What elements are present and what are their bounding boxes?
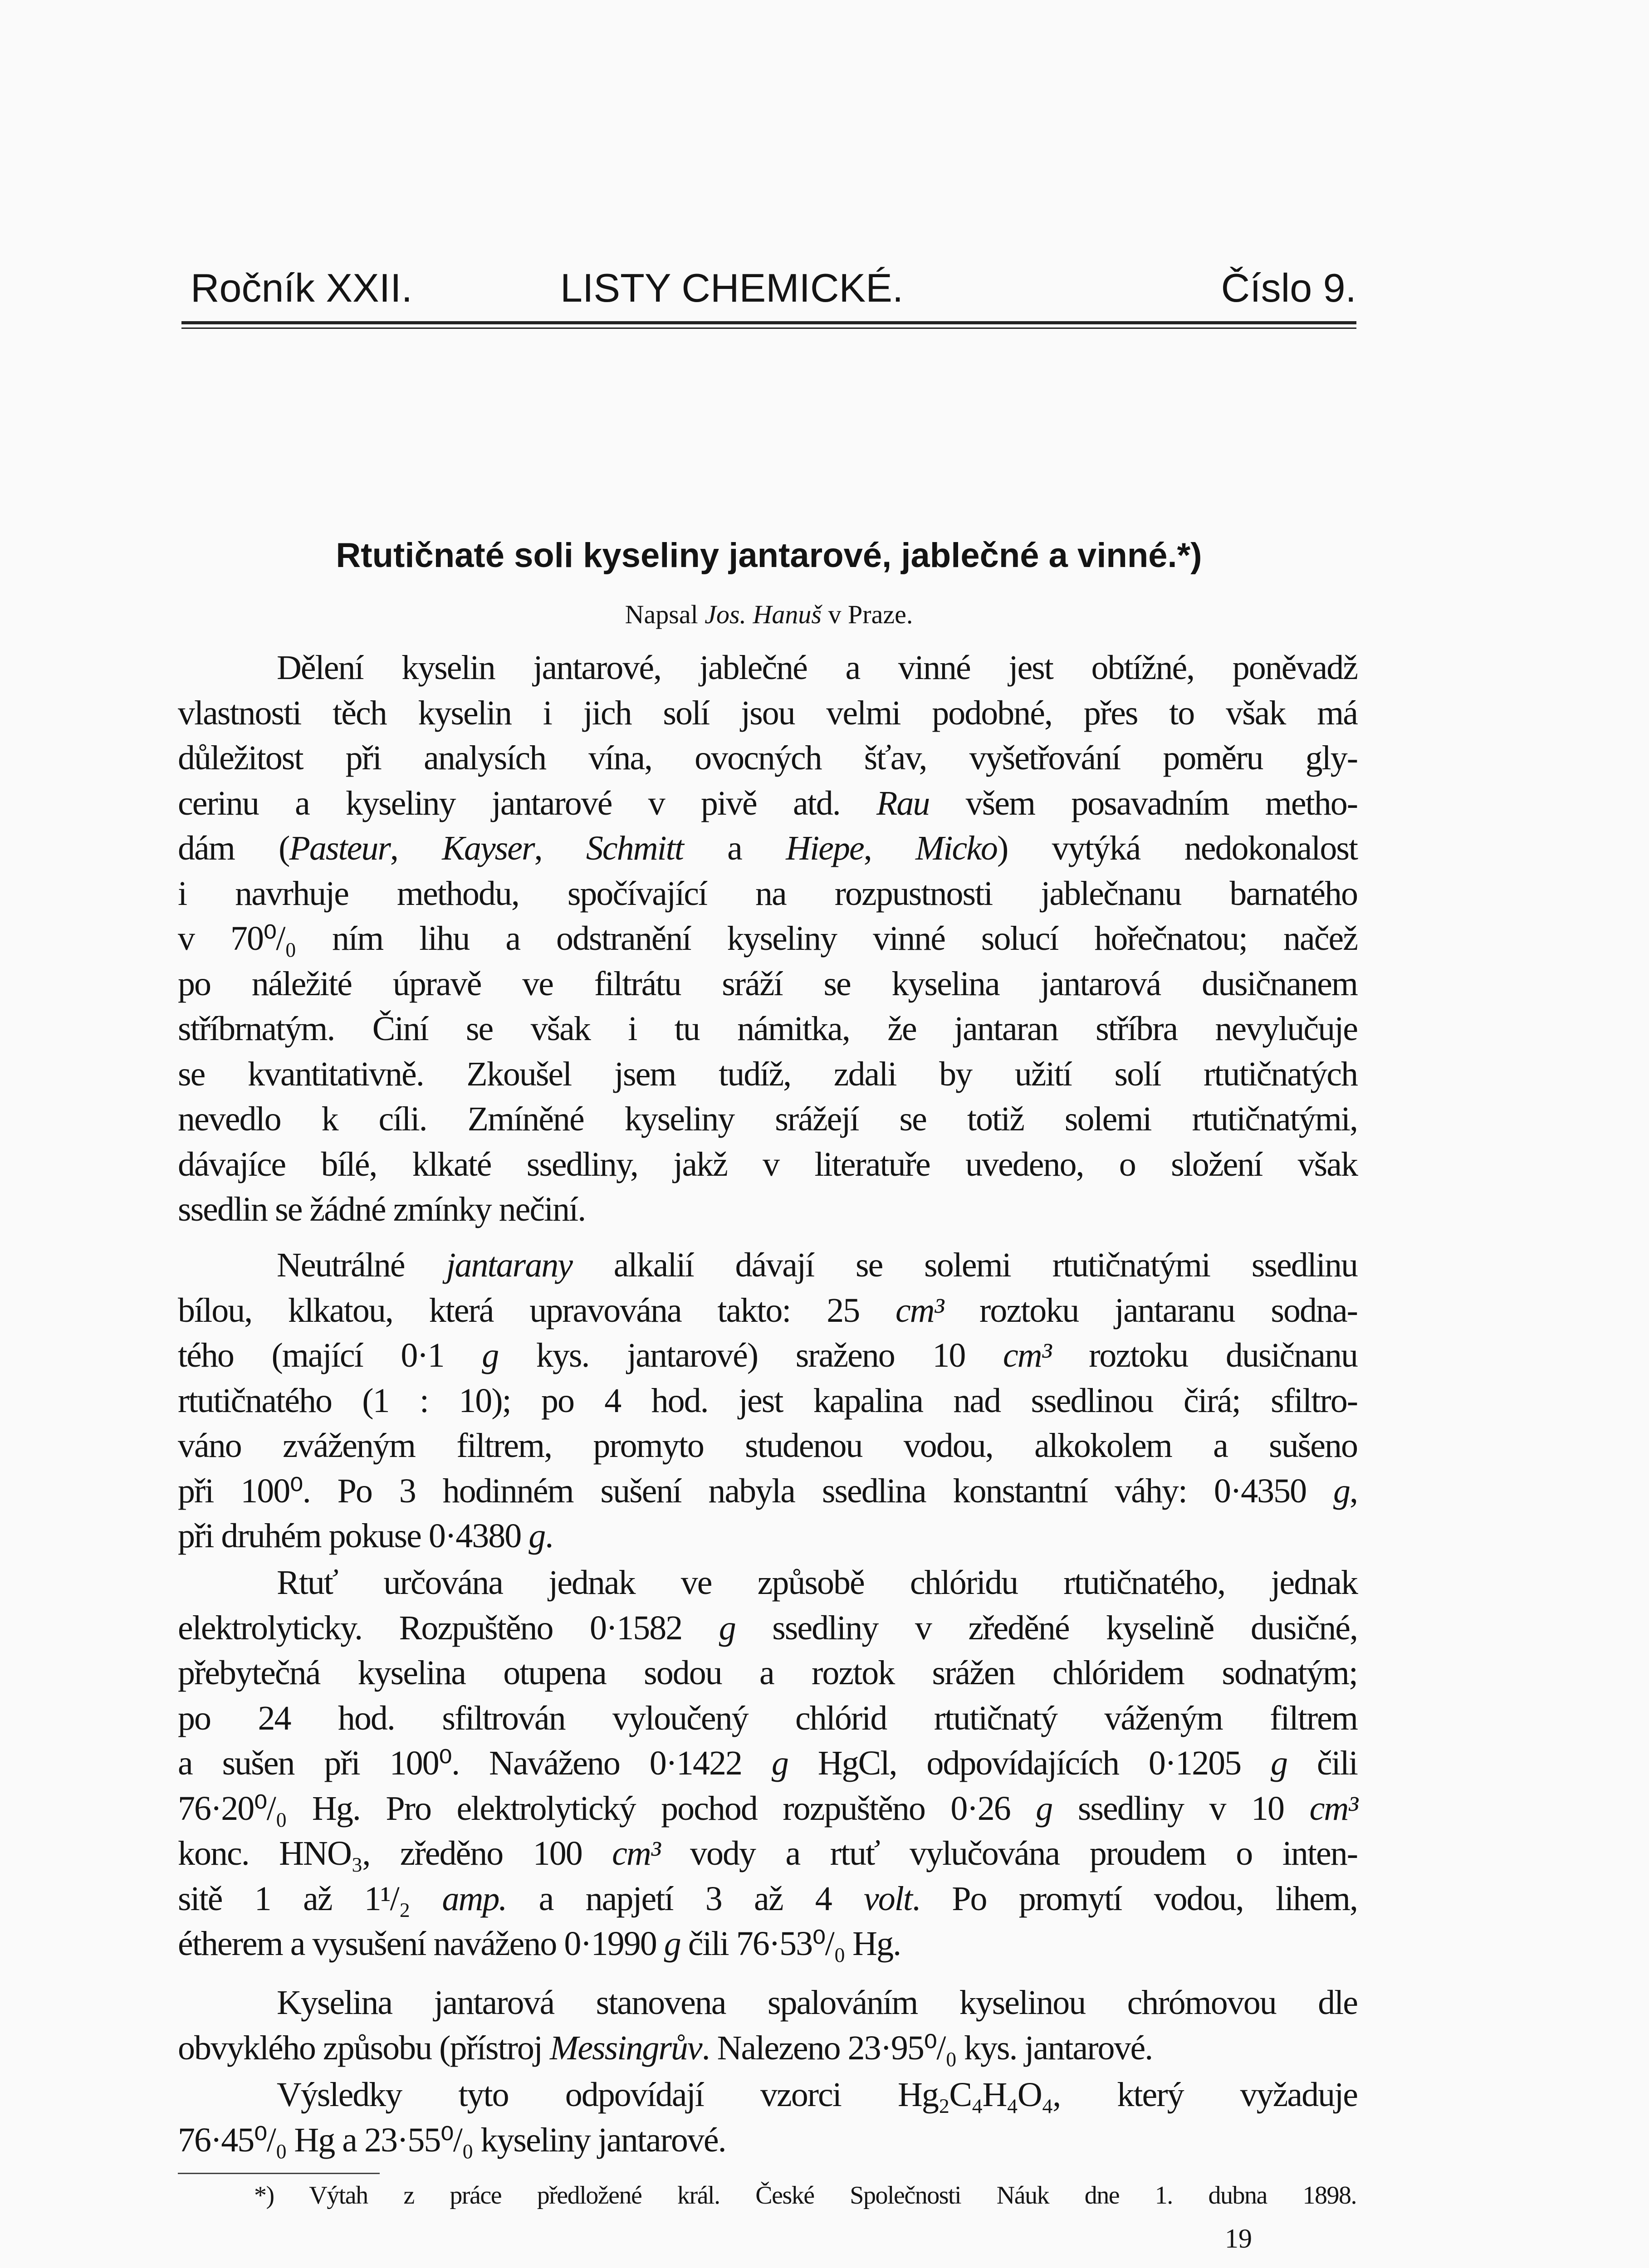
byline-prefix: Napsal — [625, 600, 698, 629]
text-line — [178, 1980, 1357, 2026]
text-segment: . Po promytí vodou, lihem, — [911, 1879, 1357, 1918]
text-line-content: ssedlin se žádné zmínky nečiní. — [178, 1190, 586, 1228]
text-segment: a — [683, 829, 786, 867]
text-segment: dám ( — [178, 829, 289, 867]
paragraph — [178, 1560, 1357, 1967]
text-segment: bílou, klkatou, která upravována takto: 25 — [178, 1291, 895, 1330]
text-line-content: dávajíce bílé, klkaté ssedliny, jakž v literatuře uvedeno, o složení však — [178, 1145, 1357, 1183]
text-segment: kys. jantarové) sraženo 10 — [498, 1336, 1003, 1374]
text-line-content — [178, 1514, 1357, 1559]
text-line-content — [178, 2026, 1357, 2071]
text-line — [178, 1243, 1357, 1288]
text-segment: alkalií dávají se solemi rtutičnatými ssedlinu — [572, 1246, 1357, 1284]
italic-text: g — [719, 1608, 735, 1647]
text-line-content: váno zváženým filtrem, promyto studenou vodou, alkokolem a sušeno — [178, 1427, 1357, 1465]
text-segment: , — [390, 829, 442, 867]
italic-text: cm³ — [895, 1291, 944, 1330]
text-line — [178, 2026, 1357, 2071]
text-segment: roztoku dusičnanu — [1051, 1336, 1358, 1374]
text-line — [178, 1696, 1357, 1741]
footnote-text: *) Výtah z práce předložené král. České Společnosti Náuk dne 1. dubna 1898. — [254, 2181, 1356, 2209]
text-segment: ssedliny v zředěné kyselině dusičné, — [735, 1608, 1358, 1647]
text-line — [178, 1514, 1357, 1559]
text-line-content: 76·45⁰/₀ Hg a 23·55⁰/₀ kyseliny jantarové. — [178, 2121, 726, 2159]
paragraph — [178, 2072, 1357, 2163]
header-journal-title: LISTY CHEMICKÉ. — [560, 265, 904, 310]
text-line — [178, 2118, 1357, 2163]
text-line — [178, 1052, 1357, 1097]
text-segment: , — [863, 829, 916, 867]
text-line-content — [178, 1921, 1357, 1966]
text-line — [178, 1097, 1357, 1142]
text-line-content: nevedlo k cíli. Zmíněné kyseliny srážejí se totiž solemi rtutičnatými, — [178, 1100, 1357, 1138]
text-line-content: v 70⁰/₀ ním lihu a odstranění kyseliny vinné solucí hořečnatou; načež — [178, 919, 1357, 958]
text-segment: , — [534, 829, 586, 867]
text-segment: roztoku jantaranu sodna- — [943, 1291, 1357, 1330]
text-line-content — [178, 1288, 1357, 1333]
text-line — [178, 1741, 1357, 1786]
text-line-content: Výsledky tyto odpovídají vzorci Hg₂C₄H₄O₄, který vyžaduje — [277, 2076, 1357, 2114]
text-segment: při druhém pokuse 0·4380 — [178, 1517, 529, 1555]
italic-text: cm³ — [1003, 1336, 1051, 1374]
italic-text: g — [482, 1336, 499, 1374]
text-line — [178, 962, 1357, 1007]
paragraph — [178, 645, 1357, 1232]
text-line — [178, 1007, 1357, 1052]
text-line-content: rtutičnatého (1 : 10); po 4 hod. jest kapalina nad ssedlinou čirá; sfiltro- — [178, 1381, 1357, 1420]
text-line-content — [178, 1243, 1357, 1288]
text-line-content: i navrhuje methodu, spočívající na rozpustnosti jablečnanu barnatého — [178, 874, 1357, 913]
italic-text: Micko — [915, 829, 997, 867]
text-segment: cerinu a kyseliny jantarové v pivě atd. — [178, 784, 876, 822]
text-segment: HgCl, odpovídajících 0·1205 — [788, 1744, 1271, 1782]
text-segment: a sušen při 100⁰. Naváženo 0·1422 — [178, 1744, 772, 1782]
header-rule-thick — [181, 321, 1356, 324]
text-line — [178, 1606, 1357, 1651]
text-line — [178, 645, 1357, 691]
italic-text: g — [771, 1744, 788, 1782]
text-line — [178, 781, 1357, 826]
text-segment: všem posavadním metho- — [929, 784, 1358, 822]
text-segment: ssedliny v 10 — [1052, 1789, 1310, 1828]
italic-text: g — [1333, 1471, 1350, 1510]
text-segment: . Nalezeno 23·95⁰/₀ kys. jantarové. — [701, 2028, 1153, 2067]
italic-text: volt — [863, 1879, 912, 1918]
text-line — [178, 1378, 1357, 1424]
text-segment: Neutrálné — [277, 1246, 446, 1284]
paragraph — [178, 1980, 1357, 2071]
text-line-content: přebytečná kyselina otupena sodou a roztok srážen chlóridem sodnatým; — [178, 1654, 1357, 1692]
text-line — [178, 1187, 1357, 1232]
article-title: Rtutičnaté soli kyseliny jantarové, jablečné a vinné.*) — [336, 536, 1202, 575]
text-line-content: Dělení kyselin jantarové, jablečné a vinné jest obtížné, poněvadž — [277, 649, 1357, 687]
text-line — [178, 1469, 1357, 1514]
text-line-content — [178, 826, 1357, 871]
byline — [181, 598, 1356, 631]
text-segment: vody a rtuť vylučována proudem o inten- — [660, 1834, 1358, 1872]
text-line-content — [178, 1606, 1357, 1651]
text-line — [178, 1786, 1357, 1832]
text-segment: , — [1350, 1471, 1357, 1510]
text-line-content — [178, 1741, 1357, 1786]
italic-text: jantarany — [446, 1246, 572, 1284]
italic-text: g — [528, 1517, 545, 1555]
text-line-content: po 24 hod. sfiltrován vyloučený chlórid rtutičnatý váženým filtrem — [178, 1699, 1357, 1737]
italic-text: Schmitt — [586, 829, 683, 867]
text-line — [178, 826, 1357, 871]
text-line — [178, 736, 1357, 781]
text-segment: tého (mající 0·1 — [178, 1336, 482, 1374]
text-line-content: po náležité úpravě ve filtrátu sráží se kyselina jantarová dusičnanem — [178, 964, 1357, 1003]
text-line — [178, 1333, 1357, 1378]
text-line-content: se kvantitativně. Zkoušel jsem tudíž, zdali by užití solí rtutičnatých — [178, 1055, 1357, 1093]
italic-text: Messingrův — [550, 2028, 702, 2067]
text-line — [178, 1877, 1357, 1922]
footnote-rule — [178, 2173, 380, 2174]
text-line — [178, 1288, 1357, 1334]
text-line-content — [178, 1469, 1357, 1514]
text-segment: při 100⁰. Po 3 hodinném sušení nabyla ssedlina konstantní váhy: 0·4350 — [178, 1471, 1333, 1510]
text-segment: konc. HNO₃, zředěno 100 — [178, 1834, 612, 1872]
text-line-content: Kyselina jantarová stanovena spalováním kyselinou chrómovou dle — [277, 1984, 1357, 2022]
text-line — [178, 1831, 1357, 1877]
italic-text: g — [664, 1925, 680, 1963]
text-line — [178, 1560, 1357, 1606]
italic-text: g — [1036, 1789, 1052, 1828]
italic-text: Hiepe — [786, 829, 864, 867]
text-line — [178, 1921, 1357, 1967]
italic-text: cm³ — [1309, 1789, 1357, 1828]
italic-text: g — [1271, 1744, 1287, 1782]
italic-text: amp. — [442, 1879, 507, 1918]
italic-text: Pasteur — [289, 829, 390, 867]
text-line — [178, 1423, 1357, 1469]
text-segment: čili — [1287, 1744, 1357, 1782]
italic-text: Kayser — [442, 829, 534, 867]
paragraph — [178, 1243, 1357, 1559]
text-line-content: Rtuť určována jednak ve způsobě chlóridu rtutičnatého, jednak — [277, 1564, 1357, 1602]
page-number: 19 — [1225, 2224, 1252, 2253]
text-line-content — [178, 781, 1357, 826]
text-line — [178, 871, 1357, 917]
text-line — [178, 1651, 1357, 1696]
text-line-content — [178, 1877, 1357, 1921]
italic-text: Rau — [876, 784, 930, 822]
text-line-content — [178, 1333, 1357, 1378]
text-segment: étherem a vysušení naváženo 0·1990 — [178, 1925, 664, 1963]
text-segment: . — [545, 1517, 553, 1555]
text-segment: obvyklého způsobu (přístroj — [178, 2028, 550, 2067]
text-line-content: vlastnosti těch kyselin i jich solí jsou velmi podobné, přes to však má — [178, 694, 1357, 732]
text-line — [178, 2072, 1357, 2118]
text-segment: ) vytýká nedokonalost — [997, 829, 1358, 867]
text-line-content: stříbrnatým. Činí se však i tu námitka, že jantaran stříbra nevylučuje — [178, 1010, 1357, 1048]
text-segment: 76·20⁰/₀ Hg. Pro elektrolytický pochod rozpuštěno 0·26 — [178, 1789, 1036, 1828]
text-segment: sitě 1 až 1¹/₂ — [178, 1879, 442, 1918]
text-line — [178, 916, 1357, 962]
header-rule-thin — [181, 327, 1356, 329]
footnote — [254, 2177, 1356, 2214]
byline-author: Jos. Hanuš — [705, 600, 822, 629]
byline-suffix: v Praze. — [828, 600, 913, 629]
header-volume: Ročník XXII. — [191, 265, 413, 310]
text-line-content — [178, 1831, 1357, 1876]
text-segment: elektrolyticky. Rozpuštěno 0·1582 — [178, 1608, 719, 1647]
text-line-content — [178, 1786, 1357, 1831]
text-line — [178, 691, 1357, 736]
header-issue-number: Číslo 9. — [1221, 265, 1356, 310]
text-line — [178, 1142, 1357, 1188]
text-segment: čili 76·53⁰/₀ Hg. — [680, 1925, 901, 1963]
text-segment: a napjetí 3 až 4 — [506, 1879, 864, 1918]
italic-text: cm³ — [612, 1834, 660, 1872]
text-line-content: důležitost při analysích vína, ovocných šťav, vyšetřování poměru gly- — [178, 739, 1357, 777]
